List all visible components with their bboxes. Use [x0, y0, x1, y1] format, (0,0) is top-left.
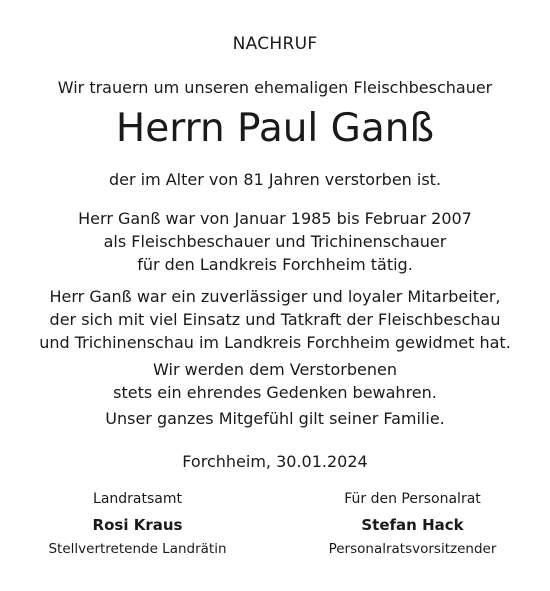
deceased-name: Herrn Paul Ganß	[115, 106, 435, 151]
tribute-line: und Trichinenschau im Landkreis Forchheim gewidmet hat.	[39, 333, 511, 352]
career-line: für den Landkreis Forchheim tätig.	[137, 255, 413, 274]
career-line: Herr Ganß war von Januar 1985 bis Februar 2007	[78, 209, 472, 228]
tribute-line: der sich mit viel Einsatz und Tatkraft der Fleischbeschau	[49, 310, 501, 329]
signature-role: Personalratsvorsitzender	[328, 541, 497, 557]
signature-left	[0, 489, 275, 559]
signature-person: Rosi Kraus	[92, 516, 183, 534]
age-line: der im Alter von 81 Jahren verstorben ist.	[108, 170, 442, 189]
notice-heading: NACHRUF	[232, 34, 318, 54]
condolence-line: Unser ganzes Mitgefühl gilt seiner Familie.	[105, 409, 445, 428]
tribute-line: Herr Ganß war ein zuverlässiger und loyaler Mitarbeiter,	[49, 287, 501, 306]
remembrance-paragraph	[0, 358, 550, 404]
signature-person: Stefan Hack	[361, 516, 464, 534]
signature-right	[275, 489, 550, 559]
condolence-paragraph	[0, 407, 550, 430]
signature-org: Landratsamt	[93, 491, 182, 507]
career-line: als Fleischbeschauer und Trichinenschauer	[103, 232, 447, 251]
signature-role: Stellvertretende Landrätin	[48, 541, 227, 557]
intro-line: Wir trauern um unseren ehemaligen Fleischbeschauer	[57, 78, 493, 97]
remembrance-line: stets ein ehrendes Gedenken bewahren.	[113, 383, 437, 402]
place-date: Forchheim, 30.01.2024	[182, 452, 368, 471]
career-paragraph	[0, 207, 550, 276]
remembrance-line: Wir werden dem Verstorbenen	[153, 360, 397, 379]
signature-org: Für den Personalrat	[344, 491, 481, 507]
tribute-paragraph	[0, 285, 550, 354]
